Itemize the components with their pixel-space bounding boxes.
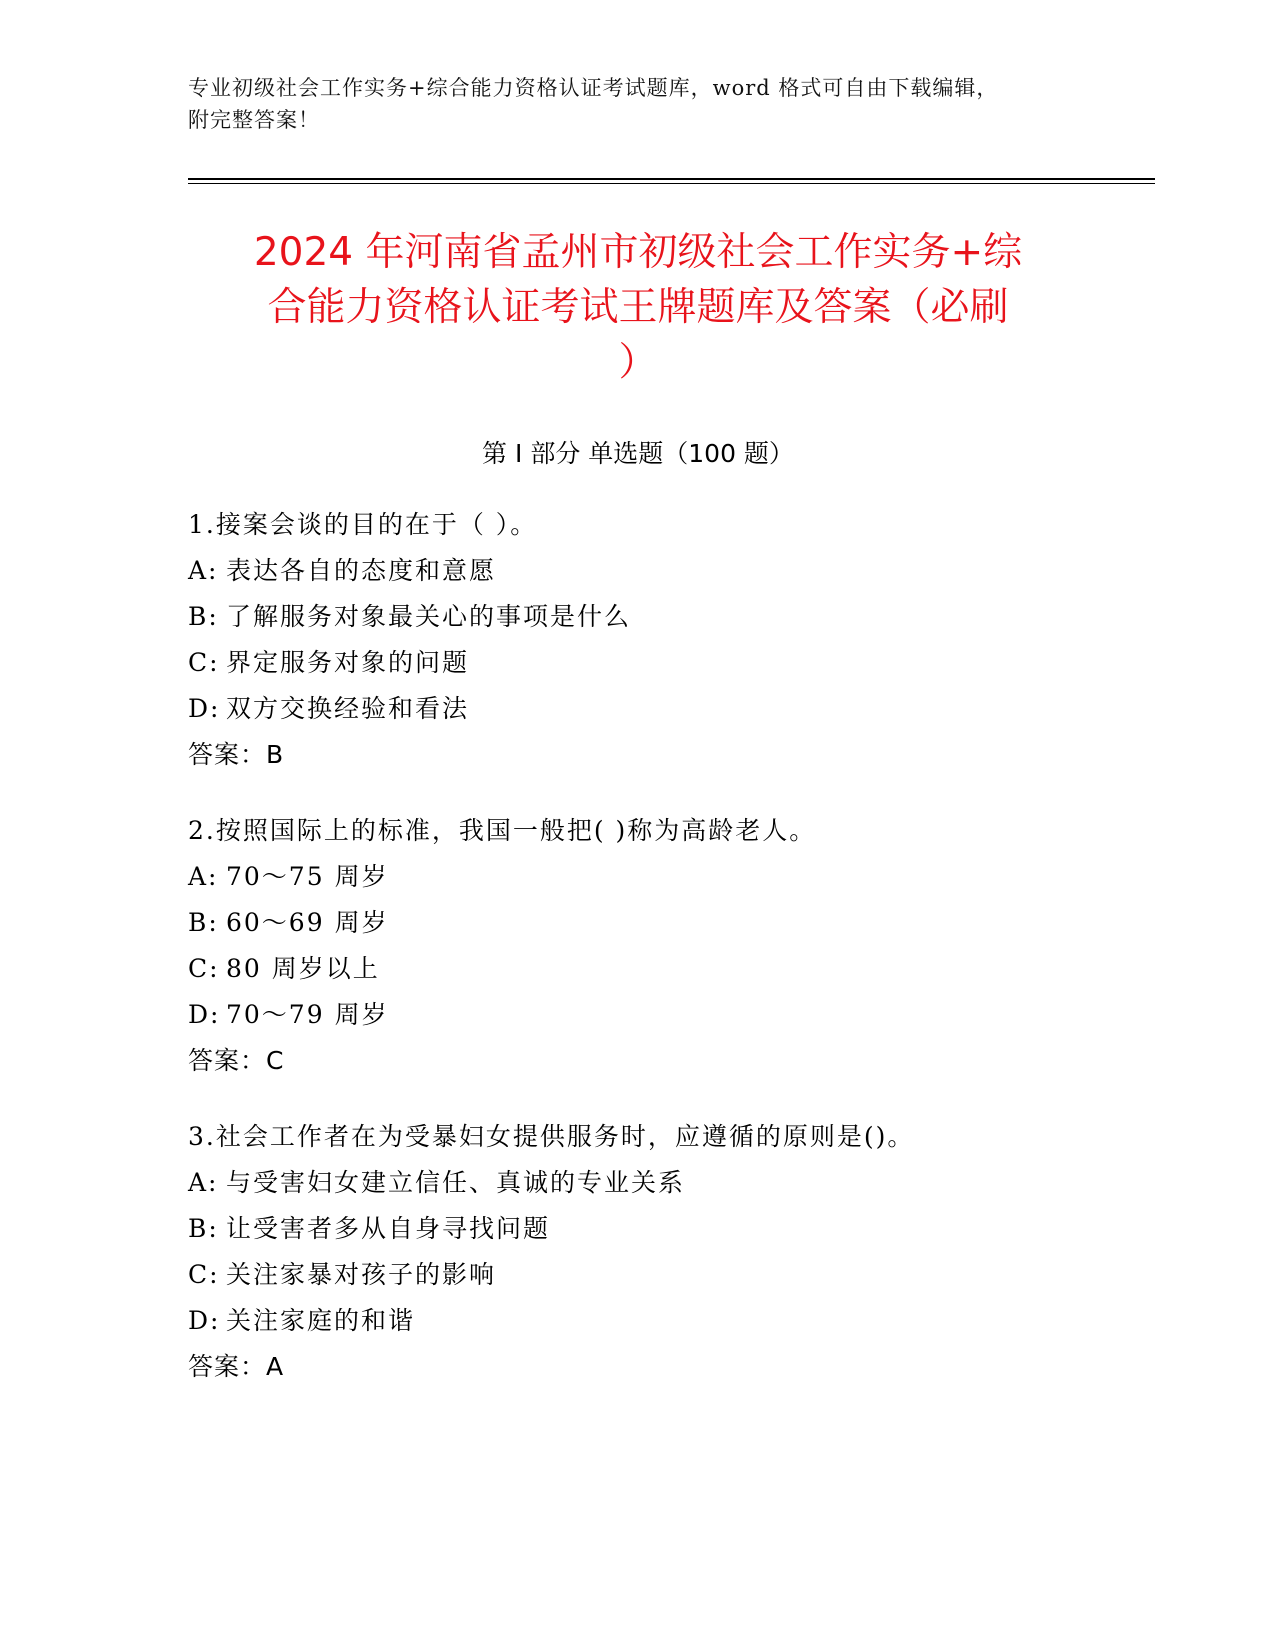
option-b [188, 594, 1138, 640]
option-d [188, 1298, 1138, 1344]
question-stem: 2.按照国际上的标准，我国一般把( )称为高龄老人。 [188, 816, 817, 845]
option-text: 表达各自的态度和意愿 [226, 556, 497, 585]
option-d [188, 992, 1138, 1038]
option-text: 60～69 周岁 [226, 908, 389, 937]
option-c [188, 1252, 1138, 1298]
option-letter: D: [188, 694, 221, 723]
option-letter: A: [188, 862, 219, 891]
question-1 [188, 502, 1138, 778]
option-a [188, 854, 1138, 900]
option-letter: D: [188, 1000, 221, 1029]
document-title [188, 225, 1088, 390]
option-text: 70～79 周岁 [226, 1000, 389, 1029]
option-a [188, 1160, 1138, 1206]
option-b [188, 900, 1138, 946]
option-letter: C: [188, 1260, 220, 1289]
option-text: 70～75 周岁 [226, 862, 389, 891]
question-3 [188, 1114, 1138, 1390]
document-title-line1: 2024 年河南省孟州市初级社会工作实务+综 [253, 230, 1023, 275]
option-text: 80 周岁以上 [226, 954, 380, 983]
question-stem: 3.社会工作者在为受暴妇女提供服务时，应遵循的原则是()。 [188, 1122, 915, 1151]
question-stem: 1.接案会谈的目的在于（ ）。 [188, 510, 538, 539]
option-letter: D: [188, 1306, 221, 1335]
section-title: 第 I 部分 单选题（100 题） [482, 439, 794, 468]
option-text: 界定服务对象的问题 [226, 648, 470, 677]
option-c [188, 640, 1138, 686]
option-text: 双方交换经验和看法 [226, 694, 470, 723]
option-a [188, 548, 1138, 594]
option-text: 关注家庭的和谐 [226, 1306, 416, 1335]
header-note [188, 72, 1088, 136]
document-title-line3: ） [618, 340, 658, 385]
option-letter: A: [188, 556, 219, 585]
option-text: 关注家暴对孩子的影响 [226, 1260, 497, 1289]
option-d [188, 686, 1138, 732]
option-letter: A: [188, 1168, 219, 1197]
option-text: 了解服务对象最关心的事项是什么 [226, 602, 632, 631]
header-note-line1: 专业初级社会工作实务+综合能力资格认证考试题库，word 格式可自由下载编辑， [188, 76, 999, 100]
option-text: 让受害者多从自身寻找问题 [226, 1214, 551, 1243]
option-letter: C: [188, 648, 220, 677]
answer-line: 答案：A [188, 1352, 285, 1381]
answer-line: 答案：B [188, 740, 285, 769]
option-b [188, 1206, 1138, 1252]
header-note-line2: 附完整答案！ [188, 108, 320, 132]
option-text: 与受害妇女建立信任、真诚的专业关系 [226, 1168, 686, 1197]
question-2 [188, 808, 1138, 1084]
document-title-line2: 合能力资格认证考试王牌题库及答案（必刷 [267, 285, 1009, 330]
header-divider [188, 178, 1155, 184]
option-letter: C: [188, 954, 220, 983]
option-c [188, 946, 1138, 992]
option-letter: B: [188, 908, 219, 937]
option-letter: B: [188, 602, 219, 631]
option-letter: B: [188, 1214, 219, 1243]
answer-line: 答案：C [188, 1046, 285, 1075]
